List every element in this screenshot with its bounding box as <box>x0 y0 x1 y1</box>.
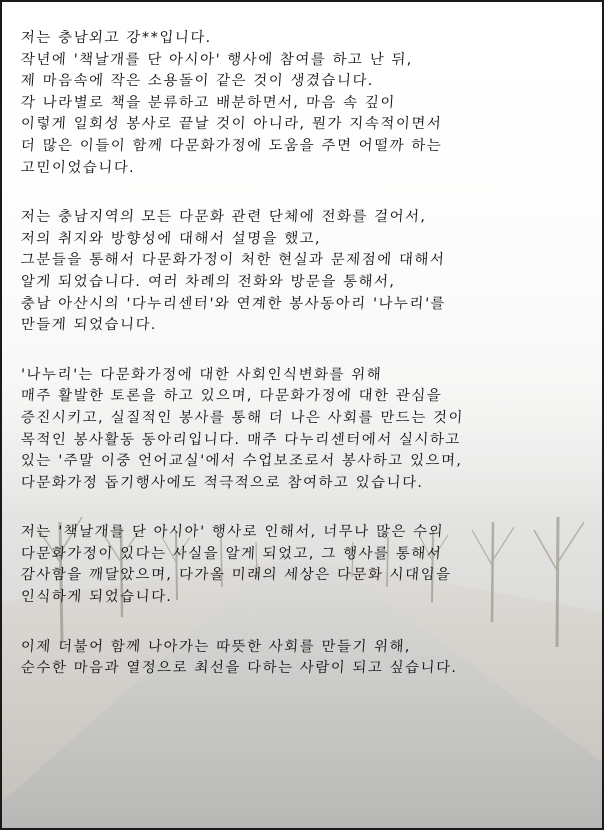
paragraph-club-activities <box>20 365 590 495</box>
text-line: 순수한 마음과 열정으로 최선을 다하는 사람이 되고 싶습니다. <box>20 660 459 677</box>
text-line: 만들게 되었습니다. <box>20 317 158 334</box>
text-line: 저의 취지와 방향성에 대해서 설명을 했고, <box>20 230 322 247</box>
text-line: 증진시키고, 실질적인 봉사를 통해 더 나은 사회를 만드는 것이 <box>20 409 465 426</box>
text-line: 이제 더불어 함께 나아가는 따뜻한 사회를 만들기 위해, <box>20 638 412 655</box>
text-line: 다문화가정 돕기행사에도 적극적으로 참여하고 있습니다. <box>20 474 425 491</box>
text-line: 작년에 '책날개를 단 아시아' 행사에 참여를 하고 난 뒤, <box>20 51 414 68</box>
paragraph-closing <box>20 637 590 680</box>
paragraph-founding <box>20 207 590 337</box>
text-line: 이렇게 일회성 봉사로 끝날 것이 아니라, 뭔가 지속적이면서 <box>20 116 443 133</box>
text-line: 있는 '주말 이중 언어교실'에서 수업보조로서 봉사하고 있으며, <box>20 453 464 470</box>
paragraph-realization <box>20 522 590 608</box>
text-line: 목적인 봉사활동 동아리입니다. 매주 다누리센터에서 실시하고 <box>20 431 462 448</box>
text-line: 고민이었습니다. <box>20 159 137 176</box>
text-line: 더 많은 이들이 함께 다문화가정에 도움을 주면 어떨까 하는 <box>20 137 443 154</box>
text-line: 저는 '책날개를 단 아시아' 행사로 인해서, 너무나 많은 수의 <box>20 524 445 541</box>
text-line: 다문화가정이 있다는 사실을 알게 되었고, 그 행사를 통해서 <box>20 545 443 562</box>
text-line: 충남 아산시의 '다누리센터'와 연계한 봉사동아리 '나누리'를 <box>20 295 447 312</box>
text-line: 인식하게 되었습니다. <box>20 589 174 606</box>
text-line: 알게 되었습니다. 여러 차례의 전화와 방문을 통해서, <box>20 273 397 290</box>
text-line: 저는 충남외고 강**입니다. <box>20 30 213 46</box>
text-line: 감사함을 깨달았으며, 다가올 미래의 세상은 다문화 시대임을 <box>20 567 453 584</box>
text-line: '나누리'는 다문화가정에 대한 사회인식변화를 위해 <box>20 366 383 383</box>
text-line: 제 마음속에 작은 소용돌이 같은 것이 생겼습니다. <box>20 73 375 90</box>
text-line: 그분들을 통해서 다문화가정이 처한 현실과 문제점에 대해서 <box>20 252 446 269</box>
letter-body <box>20 28 590 708</box>
text-line: 저는 충남지역의 모든 다문화 관련 단체에 전화를 걸어서, <box>20 209 428 226</box>
text-line: 각 나라별로 책을 분류하고 배분하면서, 마음 속 깊이 <box>20 94 397 111</box>
text-line: 매주 활발한 토론을 하고 있으며, 다문화가정에 대한 관심을 <box>20 388 443 405</box>
paragraph-introduction <box>20 28 590 179</box>
